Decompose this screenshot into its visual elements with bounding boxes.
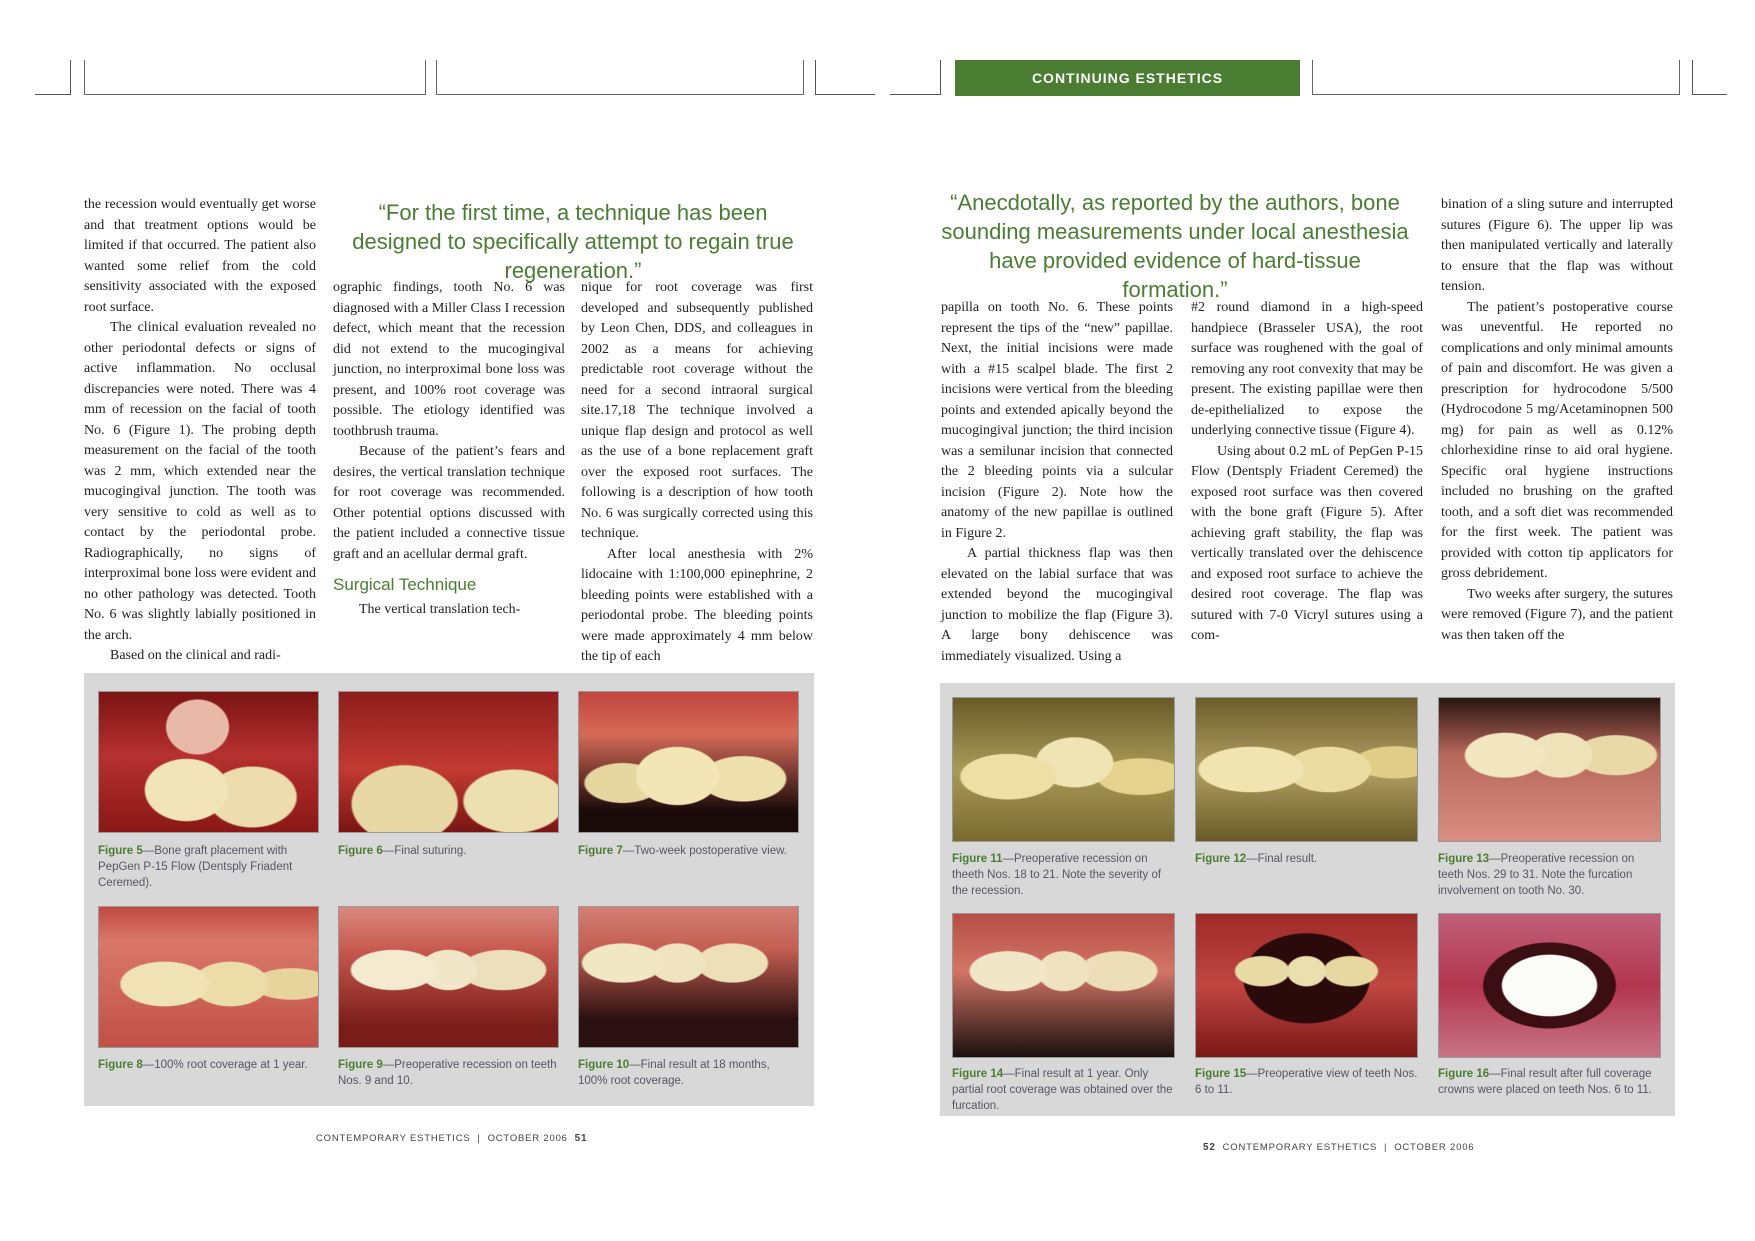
journal-name: CONTEMPORARY ESTHETICS bbox=[1222, 1142, 1378, 1153]
figure-text: —Bone graft placement with PepGen P-15 Flow (Dentsply Friadent Ceremed). bbox=[98, 845, 293, 889]
figure-text: —Preoperative view of teeth Nos. 6 to 11. bbox=[1195, 1068, 1418, 1096]
figure-11-caption bbox=[952, 851, 1176, 899]
section-banner: CONTINUING ESTHETICS bbox=[955, 60, 1300, 96]
figure-label: Figure 6 bbox=[338, 845, 383, 857]
right-column-1 bbox=[941, 298, 1173, 667]
figure-text: —Preoperative recession on teeth Nos. 9 and 10. bbox=[338, 1059, 557, 1087]
figure-text: —Final result at 1 year. Only partial root coverage was obtained over the furcation. bbox=[952, 1068, 1173, 1112]
section-heading: Surgical Technique bbox=[333, 575, 477, 594]
figure-label: Figure 9 bbox=[338, 1059, 383, 1071]
pull-quote: “Anecdotally, as reported by the authors, bone sounding measurements under local anesthesia have provided evidence of hard-tissue formation.” bbox=[941, 190, 1409, 302]
left-page-folio bbox=[316, 1133, 587, 1144]
figure-text: —Final result at 18 months, 100% root coverage. bbox=[578, 1059, 770, 1087]
paragraph: Based on the clinical and radi- bbox=[110, 648, 281, 663]
figure-label: Figure 5 bbox=[98, 845, 143, 857]
figure-5-photo bbox=[98, 691, 319, 833]
figure-9-caption bbox=[338, 1057, 562, 1089]
issue-date: OCTOBER 2006 bbox=[1394, 1142, 1475, 1153]
figure-8-caption bbox=[98, 1057, 322, 1073]
paragraph: nique for root coverage was first developed and subsequently published by Leon Chen, DDS, and colleagues in 2002 as a means for achieving predictable root coverage without the need for a second intraoral surgical site.17,18 The technique involved a unique flap design and protocol as well as the use of a bone replacement graft over the exposed root surfaces. The following is a description of how tooth No. 6 was surgically corrected using this technique. bbox=[581, 280, 813, 541]
paragraph: the recession would eventually get worse and that treatment options would be limited if that occurred. The patient also wanted some relief from the cold sensitivity associated with the exposed root surface. bbox=[84, 197, 316, 315]
figure-label: Figure 11 bbox=[952, 853, 1003, 865]
figure-13-caption bbox=[1438, 851, 1662, 899]
paragraph: After local anesthesia with 2% lidocaine with 1:100,000 epinephrine, 2 bleeding points were established with a periodontal probe. The bleeding points were made approximately 4 mm below the tip of each bbox=[581, 546, 813, 664]
figure-8-photo bbox=[98, 906, 319, 1048]
figure-text: —Two-week postoperative view. bbox=[622, 845, 788, 857]
folio-separator: | bbox=[1384, 1142, 1388, 1153]
right-column-3 bbox=[1441, 195, 1673, 646]
paragraph: bination of a sling suture and interrupted sutures (Figure 6). The upper lip was then manipulated vertically and laterally to ensure that the flap was without tension. bbox=[1441, 197, 1673, 294]
figure-label: Figure 14 bbox=[952, 1068, 1004, 1080]
paragraph: Using about 0.2 mL of PepGen P-15 Flow (Dentsply Friadent Ceremed) the exposed root surface was then covered with the bone graft (Figure 5). After achieving graft stability, the flap was vertically translated over the dehiscence and exposed root surface to achieve the desired root coverage. The flap was sutured with 7-0 Vicryl sutures using a com- bbox=[1191, 443, 1423, 643]
paragraph: Because of the patient’s fears and desires, the vertical translation technique for root coverage was recommended. Other potential options discussed with the patient included a connective tissue graft and an acellular dermal graft. bbox=[333, 444, 565, 562]
left-column-3 bbox=[581, 278, 813, 668]
paragraph: ographic findings, tooth No. 6 was diagnosed with a Miller Class I recession defect, which meant that the recession did not extend to the mucogingival junction, no interproximal bone loss was present, and 100% root coverage was possible. The etiology identified was toothbrush trauma. bbox=[333, 280, 565, 439]
figure-15-photo bbox=[1195, 913, 1418, 1058]
figure-16-caption bbox=[1438, 1066, 1662, 1098]
figure-text: —Final suturing. bbox=[382, 845, 467, 857]
figure-label: Figure 12 bbox=[1195, 853, 1247, 865]
figure-7-photo bbox=[578, 691, 799, 833]
figure-label: Figure 16 bbox=[1438, 1068, 1490, 1080]
paragraph: The patient’s postoperative course was uneventful. He reported no complications and only minimal amounts of pain and discomfort. He was given a prescription for hydrocodone 5/500 (Hydrocodone 5 mg/Acetaminopnen 500 mg) for pain as well as 0.12% chlorhexidine rinse to aid oral hygiene. Specific oral hygiene instructions included no brushing on the grafted tooth, and a soft diet was recommended for the first week. The patient was provided with cotton tip applicators for gross debridement. bbox=[1441, 299, 1673, 581]
figure-text: —100% root coverage at 1 year. bbox=[142, 1059, 308, 1071]
paragraph: A partial thickness flap was then elevated on the labial surface that was extended beyond the mucogingival junction to mobilize the flap (Figure 3). A large bony dehiscence was immediately visualized. Using a bbox=[941, 546, 1173, 664]
left-column-1 bbox=[84, 195, 316, 667]
figure-text: —Preoperative recession on theeth Nos. 18 to 21. Note the severity of the recession. bbox=[952, 853, 1162, 897]
figure-10-photo bbox=[578, 906, 799, 1048]
right-page-folio bbox=[1203, 1142, 1474, 1153]
figure-16-photo bbox=[1438, 913, 1661, 1058]
figure-13-photo bbox=[1438, 697, 1661, 842]
right-column-2 bbox=[1191, 298, 1423, 647]
paragraph: #2 round diamond in a high-speed handpiece (Brasseler USA), the root surface was roughened with the goal of removing any root convexity that may be present. The existing papillae were then de-epithelialized to expose the underlying connective tissue (Figure 4). bbox=[1191, 300, 1423, 438]
left-column-2 bbox=[333, 278, 565, 620]
figure-text: —Final result after full coverage crowns were placed on teeth Nos. 6 to 11. bbox=[1438, 1068, 1652, 1096]
journal-name: CONTEMPORARY ESTHETICS bbox=[316, 1133, 471, 1144]
figure-12-caption bbox=[1195, 851, 1419, 867]
paragraph: Two weeks after surgery, the sutures were removed (Figure 7), and the patient was then taken off the bbox=[1441, 586, 1673, 643]
figure-text: —Final result. bbox=[1246, 853, 1318, 865]
issue-date: OCTOBER 2006 bbox=[487, 1133, 568, 1144]
figure-12-photo bbox=[1195, 697, 1418, 842]
figure-10-caption bbox=[578, 1057, 802, 1089]
figure-label: Figure 7 bbox=[578, 845, 623, 857]
figure-9-photo bbox=[338, 906, 559, 1048]
figure-11-photo bbox=[952, 697, 1175, 842]
figure-6-caption bbox=[338, 843, 562, 859]
pull-quote: “For the first time, a technique has been designed to specifically attempt to regain true regeneration.” bbox=[352, 200, 794, 283]
figure-label: Figure 10 bbox=[578, 1059, 630, 1071]
figure-label: Figure 15 bbox=[1195, 1068, 1247, 1080]
paragraph: The clinical evaluation revealed no other periodontal defects or signs of active inflammation. No occlusal discrepancies were noted. There was 4 mm of recession on the facial of tooth No. 6 (Figure 1). The probing depth measurement on the facial of the tooth was 2 mm, which extended near the mucogingival junction. The tooth was very sensitive to cold as well as to contact by the periodontal probe. Radiographically, no signs of interproximal bone loss were evident and no other pathology was detected. Tooth No. 6 was slightly labially positioned in the arch. bbox=[84, 320, 316, 643]
page-number: 52 bbox=[1203, 1142, 1216, 1153]
page-number: 51 bbox=[574, 1133, 588, 1144]
paragraph: The vertical translation tech- bbox=[359, 601, 521, 617]
paragraph: papilla on tooth No. 6. These points represent the tips of the “new” papillae. Next, the initial incisions were made with a #15 scalpel blade. The first 2 incisions were vertical from the bleeding points and extended apically beyond the mucogingival junction; the third incision was a semilunar incision that connected the 2 bleeding points via a sulcular incision (Figure 2). Note how the anatomy of the new papillae is outlined in Figure 2. bbox=[941, 300, 1173, 541]
figure-text: —Preoperative recession on teeth Nos. 29 to 31. Note the furcation involvement on tooth No. 30. bbox=[1438, 853, 1635, 897]
figure-label: Figure 8 bbox=[98, 1059, 143, 1071]
figure-5-caption bbox=[98, 843, 322, 891]
folio-separator: | bbox=[477, 1133, 481, 1144]
figure-14-caption bbox=[952, 1066, 1176, 1114]
figure-14-photo bbox=[952, 913, 1175, 1058]
figure-label: Figure 13 bbox=[1438, 853, 1490, 865]
figure-15-caption bbox=[1195, 1066, 1419, 1098]
figure-7-caption bbox=[578, 843, 802, 859]
figure-6-photo bbox=[338, 691, 559, 833]
